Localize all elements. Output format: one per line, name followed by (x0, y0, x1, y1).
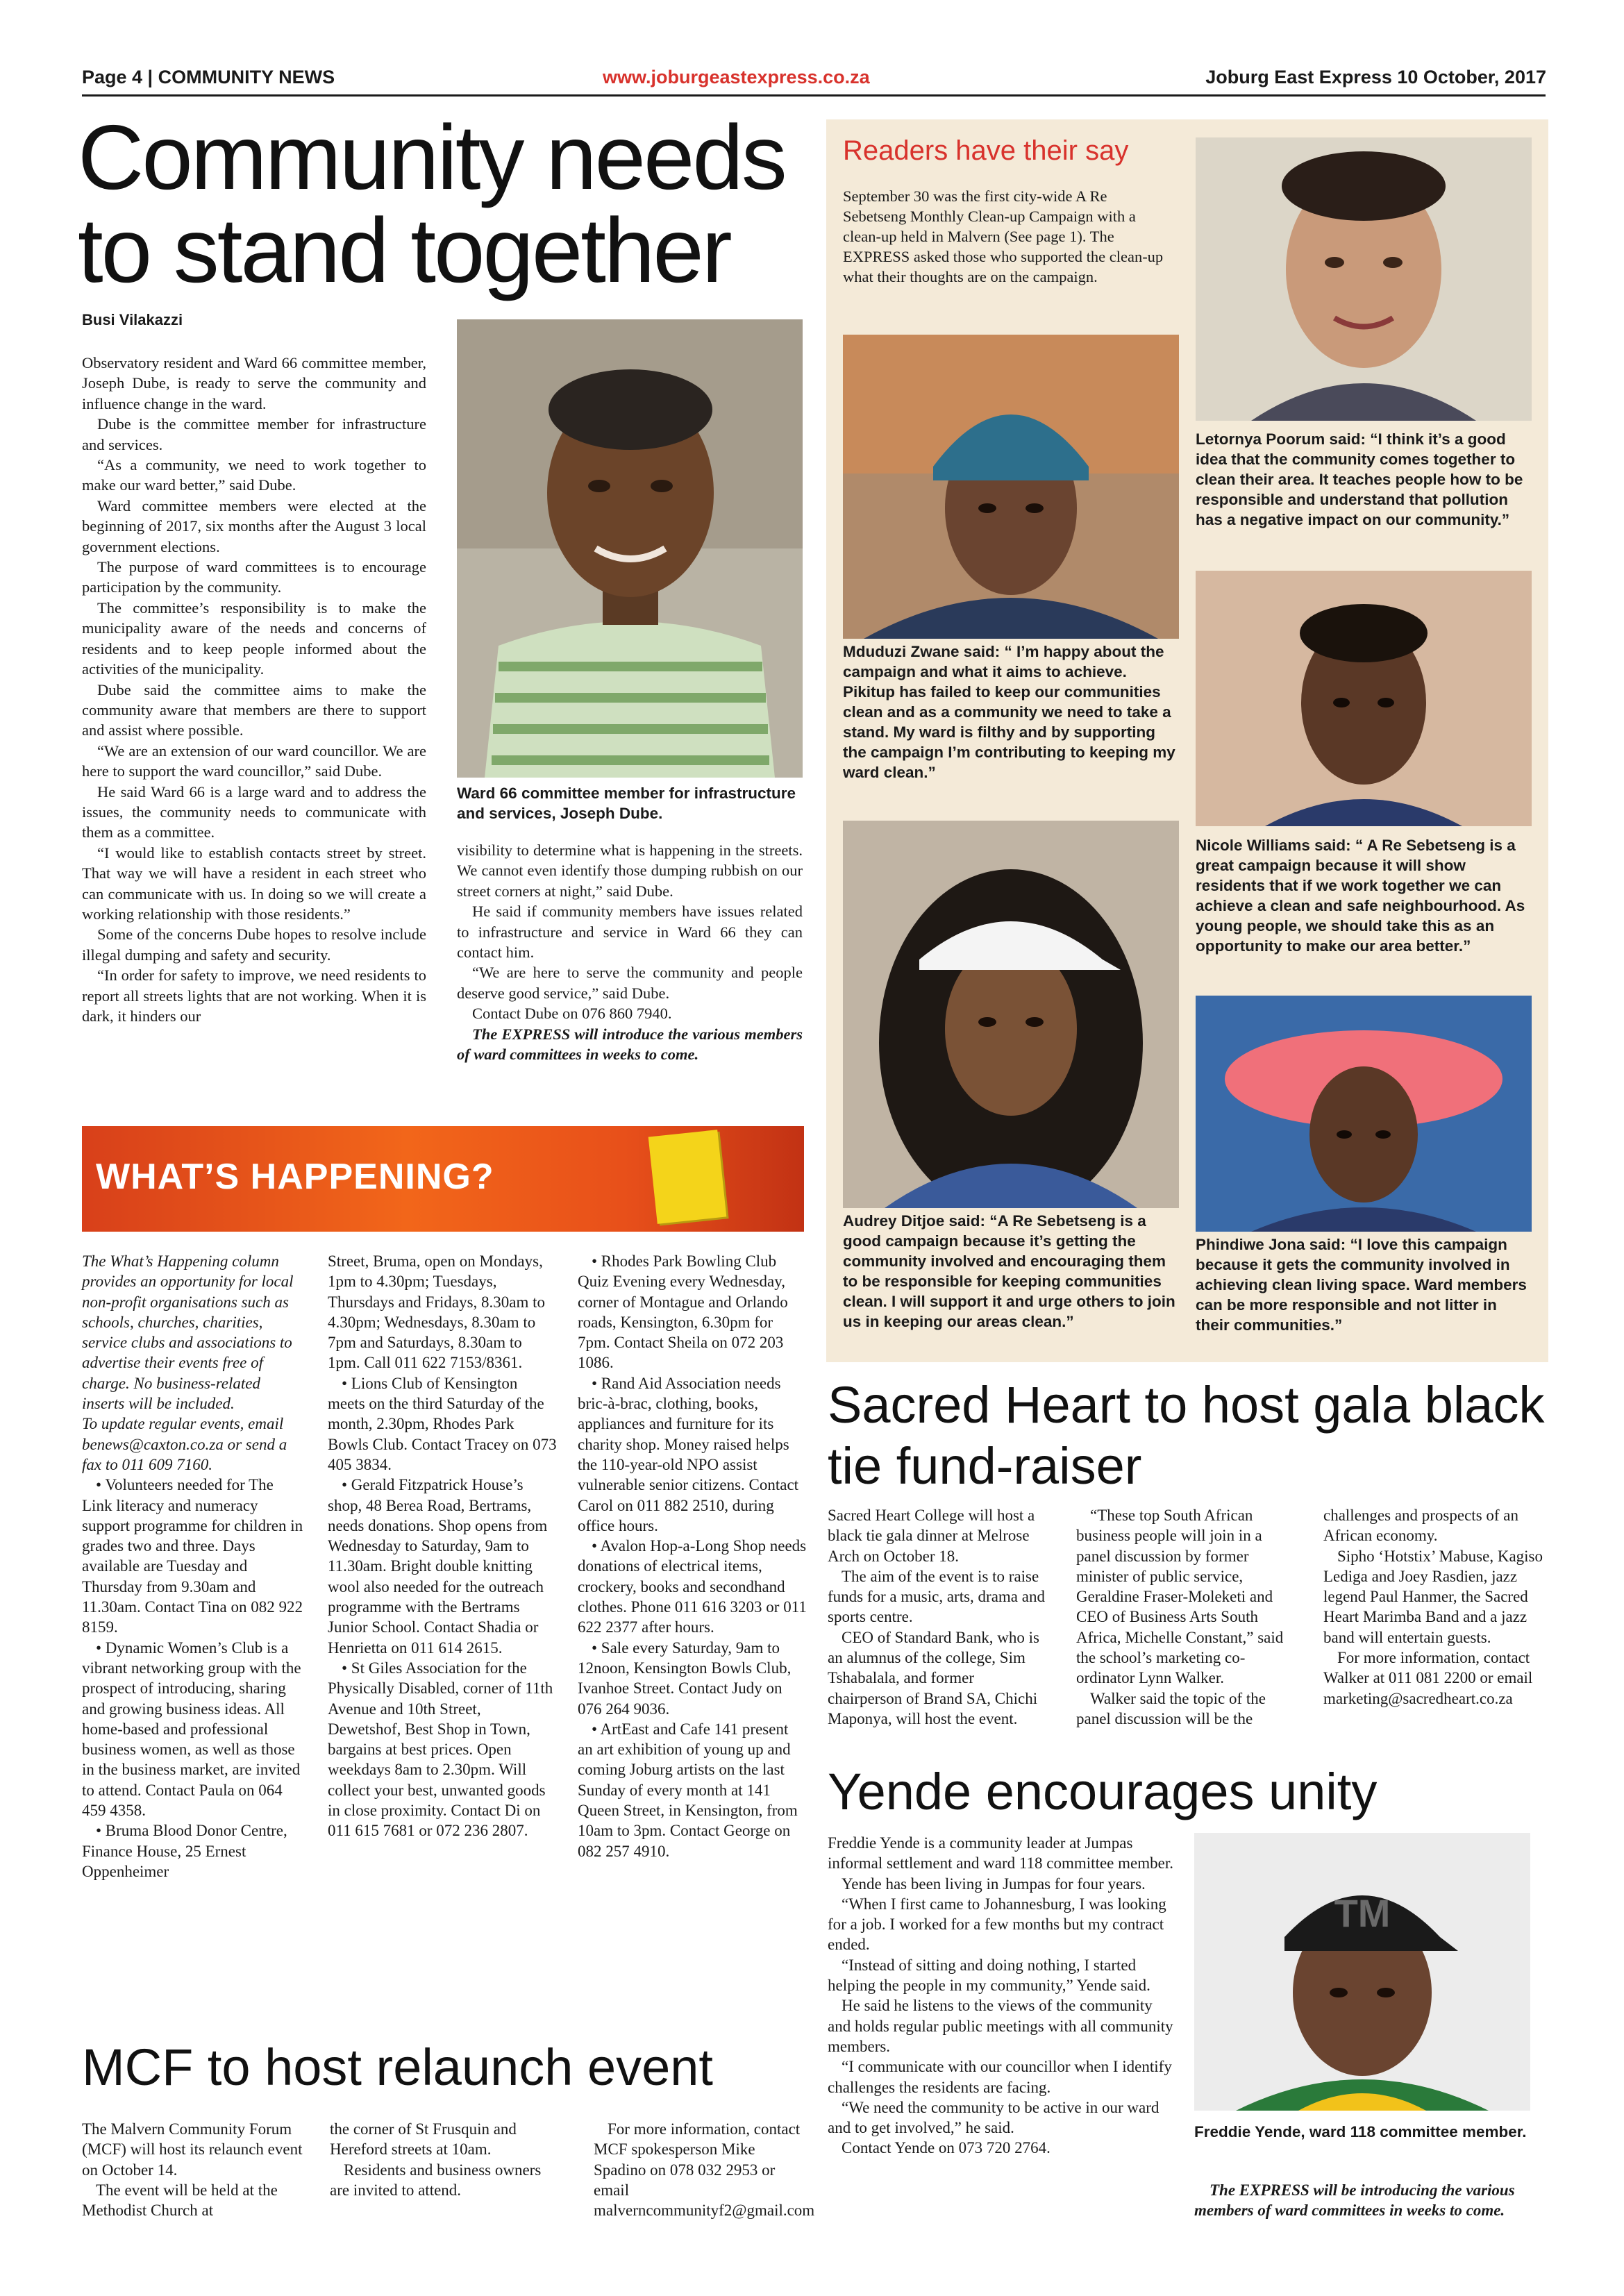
closing-note: The EXPRESS will introduce the various members of ward committees in weeks to come. (457, 1025, 803, 1064)
whats-happening-column-2 (328, 1251, 557, 1841)
list-item: • St Giles Association for the Physically Disabled, corner of 11th Avenue and 10th Street, Dewetshof, Best Shop in Town, bargains at best prices. Open weekdays 8am to 2.30pm. Will collect your best, unwanted goods in close proximity. Contact Di on 011 615 7681 or 072 236 2807. (328, 1659, 553, 1840)
paragraph: Observatory resident and Ward 66 committee member, Joseph Dube, is ready to serve the community and influence change in the ward. (82, 354, 426, 412)
yende-column (828, 1833, 1175, 2159)
paragraph: Some of the concerns Dube hopes to resolve include illegal dumping and safety and security. (82, 925, 426, 964)
whats-happening-column-3 (578, 1251, 807, 1861)
main-story-column-2 (457, 840, 803, 1064)
paragraph: He said Ward 66 is a large ward and to address the issues, the community needs to communicate with them as a committee. (82, 782, 426, 841)
paragraph: Yende has been living in Jumpas for four years. (842, 1875, 1146, 1893)
readers-title: Readers have their say (843, 135, 1129, 166)
whats-happening-intro: The What’s Happening column provides an opportunity for local non-profit organisations such as schools, churches, charities, service clubs and associations to advertise their events free of charge. No business-related inserts will be included. (82, 1252, 294, 1413)
list-item: • Avalon Hop-a-Long Shop needs donations of electrical items, crockery, books and secondhand clothes. Phone 011 616 3203 or 011 622 2377 after hours. (578, 1537, 807, 1636)
portrait-illustration (457, 319, 803, 778)
quote-letornya: Letornya Poorum said: “I think it’s a good idea that the community comes together to clean their area. It teaches people how to be responsible and understand that pollution has a negative impact on our community.” (1196, 430, 1523, 528)
paragraph: “Instead of sitting and doing nothing, I started helping the people in my community,” Yende said. (828, 1956, 1150, 1995)
list-item: • Gerald Fitzpatrick House’s shop, 48 Berea Road, Bertrams, needs donations. Shop opens from Wednesday to Saturday, 9am to 11.30am. Bright double knitting wool also needed for the outreach programme with the Bertrams Junior School. Contact Shadia or Henrietta on 011 614 2615. (328, 1476, 548, 1657)
photo-letornya-poorum (1196, 137, 1532, 421)
quote-nicole: Nicole Williams said: “ A Re Sebetseng is a great campaign because it will show residents that if we work together we can achieve a clean and safe neighbourhood. As young people, we should take this as an opportunity to make our area better.” (1196, 837, 1525, 955)
paragraph: Sacred Heart College will host a black tie gala dinner at Melrose Arch on October 18. (828, 1507, 1035, 1565)
paragraph: “These top South African business people will join in a panel discussion by former minister of public service, Geraldine Fraser-Moleketi and CEO of Business Arts South Africa, Michelle Constant,” said the school’s marketing co-ordinator Lynn Walker. (1076, 1507, 1284, 1687)
paragraph: CEO of Standard Bank, who is an alumnus of the college, Sim Tshabalala, and former chairperson of Brand SA, Chichi Maponya, will host the event. (828, 1628, 1039, 1727)
website-link[interactable]: www.joburgeastexpress.co.za (603, 67, 870, 87)
quote-mduduzi: Mduduzi Zwane said: “ I’m happy about the campaign and what it aims to achieve. Pikitup has failed to keep our communities clean and as a community we need to take a stand. My ward is filthy and by supporting the campaign I’m contributing to keeping my ward clean.” (843, 643, 1175, 781)
photo-caption-yende: Freddie Yende, ward 118 committee member. (1194, 2123, 1527, 2140)
paragraph: Sipho ‘Hotstix’ Mabuse, Kagiso Lediga and Joey Rasdien, jazz legend Paul Hanmer, the Sacred Heart Marimba Band and a jazz band will entertain guests. (1323, 1547, 1543, 1646)
whats-happening-column-1 (82, 1251, 304, 1882)
portrait-illustration (1196, 137, 1532, 421)
paragraph: The event will be held at the Methodist Church at (82, 2181, 278, 2220)
list-item: • Dynamic Women’s Club is a vibrant networking group with the prospect of introducing, sharing and growing business ideas. All home-based and professional business women, as well as those in the business market, are invited to attend. Contact Paula on 064 459 4358. (82, 1639, 301, 1820)
list-item: • Rand Aid Association needs bric-à-brac, clothing, books, appliances and furniture for its charity shop. Money raised helps the 110-year-old NPO assist vulnerable senior citizens. Contact Carol on 011 882 2510, during office hours. (578, 1374, 799, 1534)
byline: Busi Vilakazzi (82, 311, 183, 328)
cap-logo: TM (1334, 1891, 1391, 1935)
paragraph: The purpose of ward committees is to encourage participation by the community. (82, 558, 426, 596)
photo-caption-dube: Ward 66 committee member for infrastructure and services, Joseph Dube. (457, 785, 796, 822)
quote-phindiwe: Phindiwe Jona said: “I love this campaign because it gets the community involved in achieving clean living space. Ward members can be more responsible and not litter in their communities.” (1196, 1236, 1527, 1334)
photo-audrey-ditjoe (843, 821, 1179, 1208)
sacred-heart-column-2 (1076, 1505, 1300, 1729)
paragraph: Ward committee members were elected at the beginning of 2017, six months after the August 3 local government elections. (82, 496, 426, 555)
paragraph: For more information, contact Walker at 011 081 2200 or email marketing@sacredheart.co.za (1323, 1649, 1533, 1707)
paragraph: The aim of the event is to raise funds for a music, arts, drama and sports centre. (828, 1567, 1045, 1626)
paragraph: “I would like to establish contacts street by street. That way we will have a resident in each street who can communicate with us. In doing so we will create a working relationship with those residents.” (82, 844, 426, 923)
mcf-column-2 (330, 2119, 552, 2200)
photo-freddie-yende (1194, 1833, 1530, 2111)
sacred-heart-headline: Sacred Heart to host gala black tie fund-raiser (828, 1376, 1545, 1495)
page-label: Page 4 | COMMUNITY NEWS (82, 67, 335, 87)
whats-happening-contact: To update regular events, email benews@caxton.co.za or send a fax to 011 609 7160. (82, 1415, 287, 1473)
paragraph: “We need the community to be active in our ward and to get involved,” he said. (828, 2098, 1160, 2137)
paragraph: For more information, contact MCF spokesperson Mike Spadino on 078 032 2953 or email malverncommunityf2@gmail.com (594, 2120, 815, 2220)
yende-closing-note: The EXPRESS will be introducing the various members of ward committees in weeks to come. (1194, 2181, 1515, 2219)
sacred-heart-column-3 (1323, 1505, 1547, 1709)
list-item: • Bruma Blood Donor Centre, Finance House, 25 Ernest Oppenheimer (82, 1822, 287, 1880)
paragraph: Dube is the committee member for infrastructure and services. (82, 415, 426, 453)
paragraph: “In order for safety to improve, we need residents to report all streets lights that are not working. When it is dark, it hinders our (82, 966, 426, 1025)
yende-headline: Yende encourages unity (828, 1763, 1378, 1820)
paragraph: visibility to determine what is happening in the streets. We cannot even identify those dumping rubbish on our street corners at night,” said Dube. (457, 841, 803, 900)
portrait-illustration (843, 821, 1179, 1208)
paragraph: The committee’s responsibility is to make the municipality aware of the needs and concerns of residents and to keep people informed about the activities of the municipality. (82, 598, 426, 678)
paragraph: Residents and business owners are invited to attend. (330, 2161, 542, 2199)
photo-joseph-dube (457, 319, 803, 778)
issue-date: Joburg East Express 10 October, 2017 (1205, 67, 1546, 87)
list-item: • Volunteers needed for The Link literacy and numeracy support programme for children in grades two and three. Days available are Tuesday and Thursday from 9.30am and 11.30am. Contact Tina on 082 922 8159. (82, 1476, 303, 1636)
paragraph: the corner of St Frusquin and Hereford streets at 10am. (330, 2120, 517, 2159)
mcf-headline: MCF to host relaunch event (82, 2038, 713, 2096)
paragraph: He said if community members have issues related to infrastructure and service in Ward 66 they can contact him. (457, 903, 803, 962)
sacred-heart-column-1 (828, 1505, 1051, 1729)
paragraph: “We are an extension of our ward councillor. We are here to support the ward councillor,” said Dube. (82, 741, 426, 780)
whats-happening-title: WHAT’S HAPPENING? (96, 1157, 494, 1197)
paragraph: The Malvern Community Forum (MCF) will host its relaunch event on October 14. (82, 2120, 303, 2179)
portrait-illustration (843, 335, 1179, 639)
mcf-column-3 (594, 2119, 815, 2220)
paragraph: Contact Yende on 073 720 2764. (842, 2139, 1050, 2157)
paragraph: “I communicate with our councillor when I identify challenges the residents are facing. (828, 2058, 1172, 2096)
main-headline: Community needs to stand together (78, 106, 785, 301)
photo-mduduzi-zwane (843, 335, 1179, 639)
main-story-column-1 (82, 353, 426, 1026)
paragraph: Walker said the topic of the panel discussion will be the (1076, 1689, 1266, 1727)
sticky-note-icon (648, 1130, 727, 1224)
paragraph: “We are here to serve the community and people deserve good service,” said Dube. (457, 964, 803, 1002)
paragraph: “As a community, we need to work together to make our ward better,” said Dube. (82, 456, 426, 494)
paragraph: “When I first came to Johannesburg, I was looking for a job. I worked for a few months but my contract ended. (828, 1895, 1166, 1954)
list-item: • Sale every Saturday, 9am to 12noon, Kensington Bowls Club, Ivanhoe Street. Contact Judy on 076 264 9036. (578, 1639, 792, 1718)
list-item: • ArtEast and Cafe 141 present an art exhibition of young up and coming Joburg artists on the last Sunday of every month at 141 Queen Street, in Kensington, from 10am to 3pm. Contact George on 082 257 4910. (578, 1720, 798, 1860)
list-item: • Lions Club of Kensington meets on the third Saturday of the month, 2.30pm, Rhodes Park Bowls Club. Contact Tracey on 073 405 3834. (328, 1374, 557, 1473)
photo-nicole-williams (1196, 571, 1532, 826)
list-item: • Rhodes Park Bowling Club Quiz Evening every Wednesday, corner of Montague and Orlando roads, Kensington, 6.30pm for 7pm. Contact Sheila on 072 203 1086. (578, 1252, 788, 1372)
portrait-illustration (1196, 571, 1532, 826)
paragraph: Freddie Yende is a community leader at Jumpas informal settlement and ward 118 committee member. (828, 1834, 1173, 1872)
paragraph: Dube said the committee aims to make the community aware that members are there to support and assist where possible. (82, 680, 426, 739)
paragraph: Contact Dube on 076 860 7940. (472, 1005, 672, 1023)
mcf-column-1 (82, 2119, 304, 2220)
paragraph: He said he listens to the views of the community and holds regular public meetings with all community members. (828, 1997, 1173, 2055)
readers-intro: September 30 was the first city-wide A Re Sebetseng Monthly Clean-up Campaign with a clean-up held in Malvern (See page 1). The EXPRESS asked those who supported the clean-up what their thoughts are on the campaign. (843, 187, 1164, 285)
quote-audrey: Audrey Ditjoe said: “A Re Sebetseng is a good campaign because it’s getting the community involved and encouraging them to be responsible for keeping communities clean. I will support it and urge others to join us in keeping our areas clean.” (843, 1212, 1175, 1330)
paragraph: challenges and prospects of an African economy. (1323, 1507, 1519, 1545)
header-rule (82, 94, 1546, 97)
portrait-illustration (1194, 1833, 1530, 2111)
photo-phindiwe-jona (1196, 996, 1532, 1232)
list-item: Street, Bruma, open on Mondays, 1pm to 4.30pm; Tuesdays, Thursdays and Fridays, 8.30am to 4.30pm; Wednesdays, 8.30am to 7pm and Saturdays, 8.30am to 1pm. Call 011 622 7153/8361. (328, 1252, 546, 1372)
portrait-illustration (1196, 996, 1532, 1232)
